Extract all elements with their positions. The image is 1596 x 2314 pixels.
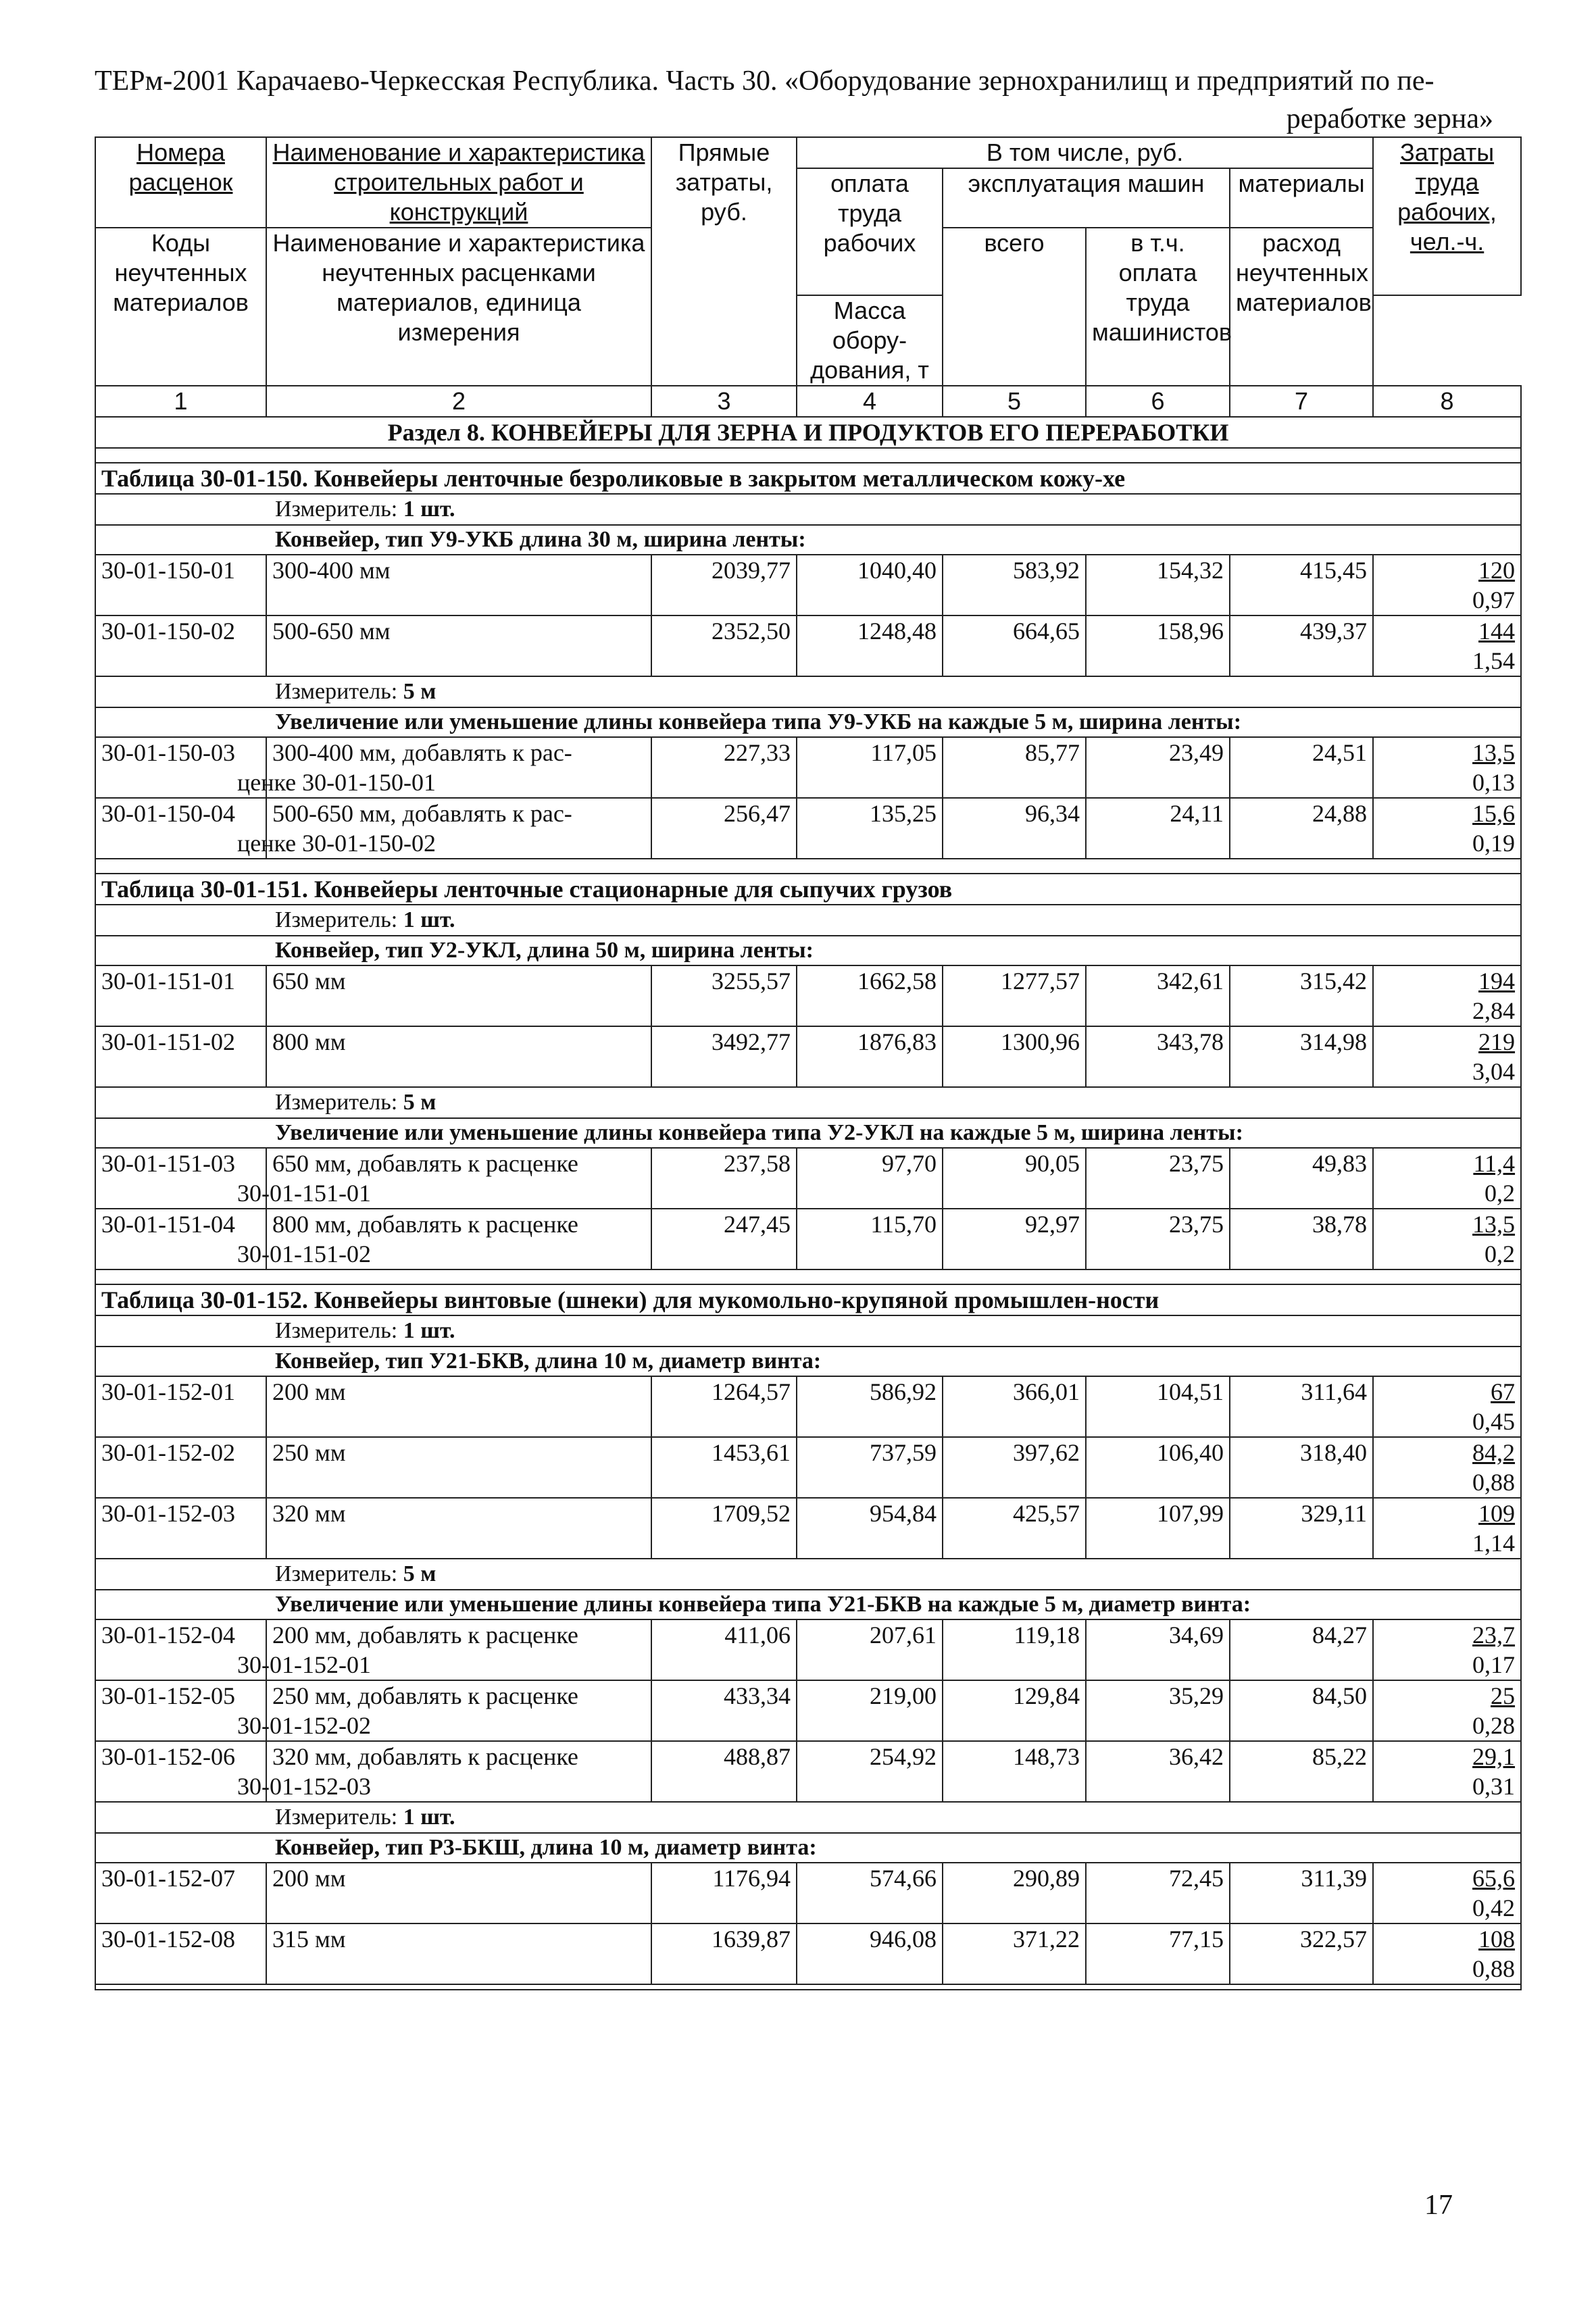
table-row xyxy=(95,1923,1521,1984)
machine-cost: 366,01 xyxy=(943,1376,1086,1437)
machinist-pay: 77,15 xyxy=(1086,1923,1230,1984)
table-row xyxy=(95,1741,1521,1802)
measure-row xyxy=(95,1802,1521,1833)
document-header xyxy=(95,62,1493,138)
direct-cost: 3492,77 xyxy=(651,1026,797,1087)
col5-header: всего xyxy=(943,228,1086,386)
work-name-line1: 650 мм, добавлять к расценке xyxy=(272,1150,578,1177)
rate-code: 30-01-151-02 xyxy=(95,1026,266,1087)
material-cost: 24,88 xyxy=(1230,798,1373,859)
table-row xyxy=(95,1148,1521,1209)
worker-pay: 117,05 xyxy=(797,737,943,798)
labor-cost: 194 xyxy=(1478,967,1516,995)
labor-cost: 109 xyxy=(1478,1500,1516,1527)
table-title-row xyxy=(95,1284,1521,1315)
work-name xyxy=(266,965,651,1026)
material-cost: 24,51 xyxy=(1230,737,1373,798)
group-title: Увеличение или уменьшение длины конвейера типа У2-УКЛ на каждые 5 м, ширина ленты: xyxy=(95,1118,1521,1148)
labor-cost: 13,5 xyxy=(1472,1211,1516,1238)
worker-pay: 574,66 xyxy=(797,1863,943,1923)
measure-value: 1 шт. xyxy=(403,497,455,522)
work-name xyxy=(237,1741,651,1802)
direct-cost: 1639,87 xyxy=(651,1923,797,1984)
worker-pay: 946,08 xyxy=(797,1923,943,1984)
material-cost: 439,37 xyxy=(1230,615,1373,676)
machinist-pay: 36,42 xyxy=(1086,1741,1230,1802)
section-title-row xyxy=(95,417,1521,448)
equipment-mass: 0,2 xyxy=(1485,1180,1516,1207)
labor-mass-cell xyxy=(1373,1498,1521,1559)
machinist-pay: 72,45 xyxy=(1086,1863,1230,1923)
measure-cell xyxy=(95,494,1521,525)
labor-mass-cell xyxy=(1373,965,1521,1026)
material-cost: 84,50 xyxy=(1230,1680,1373,1741)
labor-mass-cell xyxy=(1373,1437,1521,1498)
spacer-row xyxy=(95,1984,1521,1990)
column-number-row xyxy=(95,386,1521,417)
measure-cell xyxy=(95,905,1521,936)
labor-mass-cell xyxy=(1373,1209,1521,1269)
table-row xyxy=(95,615,1521,676)
worker-pay: 1248,48 xyxy=(797,615,943,676)
measure-label: Измеритель: xyxy=(275,679,403,704)
header-line-2: реработке зерна» xyxy=(1286,103,1493,134)
measure-row xyxy=(95,494,1521,525)
work-name-line1: 500-650 мм, добавлять к рас- xyxy=(272,800,572,827)
machinist-pay: 158,96 xyxy=(1086,615,1230,676)
labor-mass-cell xyxy=(1373,1026,1521,1087)
work-name xyxy=(237,1680,651,1741)
measure-row xyxy=(95,1559,1521,1590)
machinist-pay: 342,61 xyxy=(1086,965,1230,1026)
measure-label: Измеритель: xyxy=(275,1805,403,1830)
col6-header: в т.ч. оплата труда машинистов xyxy=(1086,228,1230,386)
measure-label: Измеритель: xyxy=(275,1318,403,1343)
worker-pay: 954,84 xyxy=(797,1498,943,1559)
labor-cost: 15,6 xyxy=(1472,800,1516,827)
labor-mass-cell xyxy=(1373,615,1521,676)
machinist-pay: 34,69 xyxy=(1086,1619,1230,1680)
table-row xyxy=(95,1619,1521,1680)
work-name-line1: 800 мм xyxy=(272,1028,346,1055)
section-title: Раздел 8. КОНВЕЙЕРЫ ДЛЯ ЗЕРНА И ПРОДУКТОВ ЕГО ПЕРЕРАБОТКИ xyxy=(95,417,1521,448)
work-name xyxy=(266,1498,651,1559)
measure-row xyxy=(95,1087,1521,1118)
column-number: 7 xyxy=(1230,386,1373,417)
group-row xyxy=(95,525,1521,555)
worker-pay: 1876,83 xyxy=(797,1026,943,1087)
work-name xyxy=(237,1619,651,1680)
direct-cost: 237,58 xyxy=(651,1148,797,1209)
direct-cost: 227,33 xyxy=(651,737,797,798)
work-name-line1: 300-400 мм, добавлять к рас- xyxy=(272,739,572,766)
work-name-line1: 250 мм xyxy=(272,1439,346,1466)
column-number: 8 xyxy=(1373,386,1521,417)
machinist-pay: 106,40 xyxy=(1086,1437,1230,1498)
machine-cost: 96,34 xyxy=(943,798,1086,859)
work-name-line1: 200 мм xyxy=(272,1865,346,1892)
table-row xyxy=(95,737,1521,798)
table-title xyxy=(95,463,1521,494)
work-name-line1: 200 мм, добавлять к расценке xyxy=(272,1621,578,1649)
materials-header: материалы xyxy=(1230,168,1373,228)
col2-bottom-header: Наименование и характеристика неучтенных расценками материалов, единица измерения xyxy=(266,228,651,386)
spacer-row xyxy=(95,448,1521,463)
measure-label: Измеритель: xyxy=(275,907,403,932)
machine-cost: 148,73 xyxy=(943,1741,1086,1802)
labor-cost: 29,1 xyxy=(1472,1743,1516,1770)
col7-header: расход неучтенных материалов xyxy=(1230,228,1373,386)
table-row xyxy=(95,798,1521,859)
worker-pay: 254,92 xyxy=(797,1741,943,1802)
measure-row xyxy=(95,676,1521,707)
material-cost: 85,22 xyxy=(1230,1741,1373,1802)
measure-value: 1 шт. xyxy=(403,907,455,932)
labor-cost: 219 xyxy=(1478,1028,1516,1055)
rate-code: 30-01-152-01 xyxy=(95,1376,266,1437)
machine-cost: 664,65 xyxy=(943,615,1086,676)
material-cost: 84,27 xyxy=(1230,1619,1373,1680)
group-row xyxy=(95,1590,1521,1619)
worker-pay: 586,92 xyxy=(797,1376,943,1437)
spacer-cell xyxy=(95,859,1521,874)
direct-cost: 488,87 xyxy=(651,1741,797,1802)
material-cost: 314,98 xyxy=(1230,1026,1373,1087)
worker-pay: 1662,58 xyxy=(797,965,943,1026)
material-cost: 311,64 xyxy=(1230,1376,1373,1437)
work-name xyxy=(237,798,651,859)
work-name-line1: 250 мм, добавлять к расценке xyxy=(272,1682,578,1709)
measure-cell xyxy=(95,1315,1521,1347)
labor-mass-cell xyxy=(1373,1741,1521,1802)
labor-mass-cell xyxy=(1373,1148,1521,1209)
measure-cell xyxy=(95,1087,1521,1118)
machine-cost: 129,84 xyxy=(943,1680,1086,1741)
group-row xyxy=(95,936,1521,965)
work-name xyxy=(266,615,651,676)
column-number: 5 xyxy=(943,386,1086,417)
work-name xyxy=(237,1148,651,1209)
work-name-line1: 800 мм, добавлять к расценке xyxy=(272,1211,578,1238)
col1-bottom-header: Коды неучтенных материалов xyxy=(95,228,266,386)
work-name-line2: 30-01-151-01 xyxy=(237,1180,371,1207)
labor-mass-cell xyxy=(1373,737,1521,798)
column-number: 1 xyxy=(95,386,266,417)
work-name xyxy=(266,1923,651,1984)
including-header: В том числе, руб. xyxy=(797,137,1373,168)
labor-cost: 120 xyxy=(1478,557,1516,584)
equipment-mass: 0,88 xyxy=(1472,1469,1516,1496)
labor-cost: 11,4 xyxy=(1473,1150,1516,1177)
table-title xyxy=(95,874,1521,905)
work-name-line2: 30-01-152-02 xyxy=(237,1712,371,1739)
labor-mass-cell xyxy=(1373,1376,1521,1437)
labor-cost: 25 xyxy=(1491,1682,1516,1709)
work-name-line1: 500-650 мм xyxy=(272,618,391,645)
labor-cost: 144 xyxy=(1478,618,1516,645)
equipment-mass: 0,88 xyxy=(1472,1955,1516,1982)
direct-cost: 1709,52 xyxy=(651,1498,797,1559)
table-row xyxy=(95,1498,1521,1559)
work-name xyxy=(266,1026,651,1087)
group-row xyxy=(95,1347,1521,1376)
spacer-row xyxy=(95,1269,1521,1284)
direct-cost: 1453,61 xyxy=(651,1437,797,1498)
rate-code: 30-01-152-05 xyxy=(95,1680,266,1741)
equipment-mass: 0,31 xyxy=(1472,1773,1516,1800)
direct-cost: 433,34 xyxy=(651,1680,797,1741)
work-name-line1: 320 мм, добавлять к расценке xyxy=(272,1743,578,1770)
machine-cost: 1300,96 xyxy=(943,1026,1086,1087)
column-number: 2 xyxy=(266,386,651,417)
rate-code: 30-01-152-04 xyxy=(95,1619,266,1680)
material-cost: 49,83 xyxy=(1230,1148,1373,1209)
labor-mass-cell xyxy=(1373,798,1521,859)
table-title-text: Таблица 30-01-152. Конвейеры винтовые (шнеки) для мукомольно-крупяной промышлен-ности xyxy=(101,1286,1159,1313)
column-number: 6 xyxy=(1086,386,1230,417)
column-header-row-1 xyxy=(95,137,1521,168)
machinist-pay: 107,99 xyxy=(1086,1498,1230,1559)
direct-cost: 1264,57 xyxy=(651,1376,797,1437)
labor-cost: 23,7 xyxy=(1472,1621,1516,1649)
spacer-row xyxy=(95,859,1521,874)
labor-cost: 108 xyxy=(1478,1926,1516,1953)
table-row xyxy=(95,1026,1521,1087)
worker-pay: 219,00 xyxy=(797,1680,943,1741)
col8-bottom-header: Масса обору-дования, т xyxy=(797,295,943,386)
measure-cell xyxy=(95,1802,1521,1833)
spacer-cell xyxy=(95,448,1521,463)
table-title-text: Таблица 30-01-151. Конвейеры ленточные стационарные для сыпучих грузов xyxy=(101,876,953,903)
work-name-line2: 30-01-152-03 xyxy=(237,1773,371,1800)
material-cost: 315,42 xyxy=(1230,965,1373,1026)
col4-header: оплата труда рабочих xyxy=(797,168,943,295)
material-cost: 38,78 xyxy=(1230,1209,1373,1269)
worker-pay: 97,70 xyxy=(797,1148,943,1209)
equipment-mass: 0,17 xyxy=(1472,1651,1516,1678)
machine-cost: 90,05 xyxy=(943,1148,1086,1209)
work-name-line2: 30-01-152-01 xyxy=(237,1651,371,1678)
labor-mass-cell xyxy=(1373,555,1521,615)
work-name-line2: 30-01-151-02 xyxy=(237,1240,371,1267)
rate-code: 30-01-151-03 xyxy=(95,1148,266,1209)
measure-label: Измеритель: xyxy=(275,1090,403,1115)
machinist-pay: 23,49 xyxy=(1086,737,1230,798)
material-cost: 322,57 xyxy=(1230,1923,1373,1984)
equipment-mass: 0,13 xyxy=(1472,769,1516,796)
table-row xyxy=(95,1376,1521,1437)
spacer-cell xyxy=(95,1984,1521,1990)
table-row xyxy=(95,555,1521,615)
work-name xyxy=(237,737,651,798)
spacer-cell xyxy=(95,1269,1521,1284)
measure-cell xyxy=(95,1559,1521,1590)
equipment-mass: 0,2 xyxy=(1485,1240,1516,1267)
measure-row xyxy=(95,905,1521,936)
machinist-pay: 35,29 xyxy=(1086,1680,1230,1741)
rate-code: 30-01-150-01 xyxy=(95,555,266,615)
col3-header: Прямые затраты, руб. xyxy=(651,137,797,386)
column-number: 3 xyxy=(651,386,797,417)
equipment-mass: 0,19 xyxy=(1472,830,1516,857)
header-line-1: ТЕРм-2001 Карачаево-Черкесская Республика. Часть 30. «Оборудование зернохранилищ и предприятий по пе- xyxy=(95,66,1435,97)
measure-value: 1 шт. xyxy=(403,1318,455,1343)
equipment-mass: 0,42 xyxy=(1472,1894,1516,1921)
group-row xyxy=(95,707,1521,737)
machines-header: эксплуатация машин xyxy=(943,168,1230,228)
rate-code: 30-01-150-03 xyxy=(95,737,266,798)
direct-cost: 1176,94 xyxy=(651,1863,797,1923)
machine-cost: 290,89 xyxy=(943,1863,1086,1923)
measure-value: 5 м xyxy=(403,1090,437,1115)
labor-mass-cell xyxy=(1373,1680,1521,1741)
rate-code: 30-01-151-01 xyxy=(95,965,266,1026)
table-row xyxy=(95,1680,1521,1741)
work-name-line1: 650 мм xyxy=(272,967,346,995)
equipment-mass: 2,84 xyxy=(1472,997,1516,1024)
equipment-mass: 0,28 xyxy=(1472,1712,1516,1739)
work-name-line2: ценке 30-01-150-01 xyxy=(237,769,437,796)
machinist-pay: 23,75 xyxy=(1086,1209,1230,1269)
machine-cost: 583,92 xyxy=(943,555,1086,615)
work-name-line1: 320 мм xyxy=(272,1500,346,1527)
col8-top-header: Затраты труда рабочих, чел.-ч. xyxy=(1373,137,1521,295)
rate-code: 30-01-152-03 xyxy=(95,1498,266,1559)
table-row xyxy=(95,1863,1521,1923)
equipment-mass: 0,45 xyxy=(1472,1408,1516,1435)
material-cost: 311,39 xyxy=(1230,1863,1373,1923)
worker-pay: 207,61 xyxy=(797,1619,943,1680)
machine-cost: 397,62 xyxy=(943,1437,1086,1498)
rate-code: 30-01-152-06 xyxy=(95,1741,266,1802)
group-title: Конвейер, тип У2-УКЛ, длина 50 м, ширина ленты: xyxy=(95,936,1521,965)
direct-cost: 411,06 xyxy=(651,1619,797,1680)
table-title xyxy=(95,1284,1521,1315)
machinist-pay: 104,51 xyxy=(1086,1376,1230,1437)
measure-label: Измеритель: xyxy=(275,1561,403,1586)
machinist-pay: 23,75 xyxy=(1086,1148,1230,1209)
machinist-pay: 343,78 xyxy=(1086,1026,1230,1087)
labor-mass-cell xyxy=(1373,1619,1521,1680)
worker-pay: 115,70 xyxy=(797,1209,943,1269)
group-title: Увеличение или уменьшение длины конвейера типа У9-УКБ на каждые 5 м, ширина ленты: xyxy=(95,707,1521,737)
measure-value: 1 шт. xyxy=(403,1805,455,1830)
group-title: Увеличение или уменьшение длины конвейера типа У21-БКВ на каждые 5 м, диаметр винта: xyxy=(95,1590,1521,1619)
material-cost: 318,40 xyxy=(1230,1437,1373,1498)
equipment-mass: 0,97 xyxy=(1472,586,1516,613)
material-cost: 415,45 xyxy=(1230,555,1373,615)
rate-code: 30-01-151-04 xyxy=(95,1209,266,1269)
measure-row xyxy=(95,1315,1521,1347)
measure-label: Измеритель: xyxy=(275,497,403,522)
work-name xyxy=(266,1863,651,1923)
rate-code: 30-01-152-02 xyxy=(95,1437,266,1498)
table-title-row xyxy=(95,463,1521,494)
labor-mass-cell xyxy=(1373,1923,1521,1984)
rates-table xyxy=(95,136,1522,1990)
work-name-line2: ценке 30-01-150-02 xyxy=(237,830,437,857)
measure-value: 5 м xyxy=(403,679,437,704)
direct-cost: 247,45 xyxy=(651,1209,797,1269)
machine-cost: 92,97 xyxy=(943,1209,1086,1269)
group-row xyxy=(95,1833,1521,1863)
rate-code: 30-01-150-02 xyxy=(95,615,266,676)
rate-code: 30-01-152-07 xyxy=(95,1863,266,1923)
material-cost: 329,11 xyxy=(1230,1498,1373,1559)
worker-pay: 135,25 xyxy=(797,798,943,859)
machine-cost: 425,57 xyxy=(943,1498,1086,1559)
work-name xyxy=(266,1376,651,1437)
group-title: Конвейер, тип У9-УКБ длина 30 м, ширина ленты: xyxy=(95,525,1521,555)
measure-value: 5 м xyxy=(403,1561,437,1586)
machine-cost: 1277,57 xyxy=(943,965,1086,1026)
labor-cost: 67 xyxy=(1491,1378,1516,1405)
equipment-mass: 3,04 xyxy=(1472,1058,1516,1085)
direct-cost: 256,47 xyxy=(651,798,797,859)
column-number: 4 xyxy=(797,386,943,417)
direct-cost: 2352,50 xyxy=(651,615,797,676)
work-name xyxy=(266,1437,651,1498)
rate-code: 30-01-150-04 xyxy=(95,798,266,859)
equipment-mass: 1,54 xyxy=(1472,647,1516,674)
table-row xyxy=(95,1437,1521,1498)
labor-cost: 65,6 xyxy=(1472,1865,1516,1892)
work-name xyxy=(237,1209,651,1269)
machine-cost: 371,22 xyxy=(943,1923,1086,1984)
work-name-line1: 315 мм xyxy=(272,1926,346,1953)
col2-top-header: Наименование и характеристика строительных работ и конструкций xyxy=(266,137,651,228)
machine-cost: 119,18 xyxy=(943,1619,1086,1680)
group-title: Конвейер, тип Р3-БКШ, длина 10 м, диаметр винта: xyxy=(95,1833,1521,1863)
direct-cost: 3255,57 xyxy=(651,965,797,1026)
direct-cost: 2039,77 xyxy=(651,555,797,615)
table-row xyxy=(95,965,1521,1026)
work-name-line1: 200 мм xyxy=(272,1378,346,1405)
measure-cell xyxy=(95,676,1521,707)
labor-mass-cell xyxy=(1373,1863,1521,1923)
col1-top-header: Номера расценок xyxy=(95,137,266,228)
rate-code: 30-01-152-08 xyxy=(95,1923,266,1984)
table-row xyxy=(95,1209,1521,1269)
labor-cost: 84,2 xyxy=(1472,1439,1516,1466)
group-title: Конвейер, тип У21-БКВ, длина 10 м, диаметр винта: xyxy=(95,1347,1521,1376)
machine-cost: 85,77 xyxy=(943,737,1086,798)
machinist-pay: 24,11 xyxy=(1086,798,1230,859)
table-title-row xyxy=(95,874,1521,905)
worker-pay: 737,59 xyxy=(797,1437,943,1498)
labor-cost: 13,5 xyxy=(1472,739,1516,766)
worker-pay: 1040,40 xyxy=(797,555,943,615)
equipment-mass: 1,14 xyxy=(1472,1530,1516,1557)
work-name xyxy=(266,555,651,615)
work-name-line1: 300-400 мм xyxy=(272,557,391,584)
group-row xyxy=(95,1118,1521,1148)
machinist-pay: 154,32 xyxy=(1086,555,1230,615)
page-number: 17 xyxy=(1424,2190,1453,2221)
table-title-text: Таблица 30-01-150. Конвейеры ленточные безроликовые в закрытом металлическом кожу-хе xyxy=(101,465,1126,492)
